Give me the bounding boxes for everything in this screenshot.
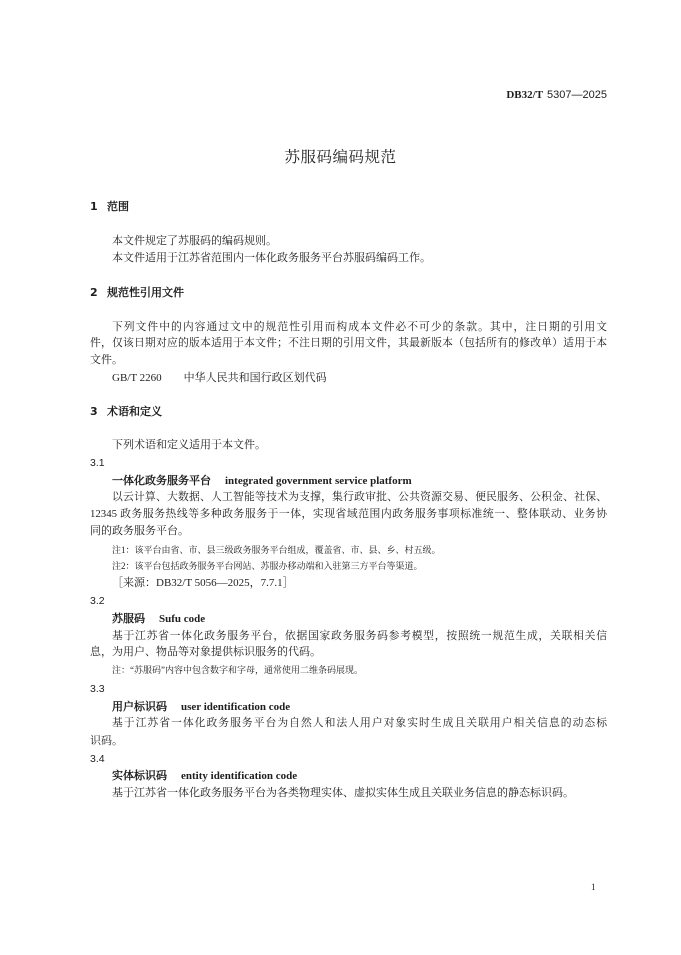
term-chinese: 实体标识码 bbox=[112, 769, 167, 782]
definition-line: 息，为用户、物品等对象提供标识服务的代码。 bbox=[90, 646, 321, 658]
reference-entry bbox=[112, 370, 327, 386]
term-english: integrated government service platform bbox=[225, 475, 412, 487]
clause-number: 3.1 bbox=[90, 457, 105, 469]
definition-line: 基于江苏省一体化政务服务平台为各类物理实体、虚拟实体生成且关联业务信息的静态标识码。 bbox=[112, 787, 574, 799]
term-note: 注1：该平台由省、市、县三级政务服务平台组成，覆盖省、市、县、乡、村五级。 bbox=[112, 545, 441, 555]
section-title: 术语和定义 bbox=[107, 405, 162, 418]
section-number: 3 bbox=[90, 405, 98, 418]
reference-name: 中华人民共和国行政区划代码 bbox=[183, 372, 327, 384]
clause-number: 3.3 bbox=[90, 683, 105, 695]
definition-line: 12345 政务服务热线等多种政务服务于一体，实现省域范围内政务服务事项标准统一、整体联动、业务协 bbox=[90, 508, 607, 520]
terms-intro: 下列术语和定义适用于本文件。 bbox=[112, 439, 266, 451]
section-number: 2 bbox=[90, 286, 98, 299]
document-title: 苏服码编码规范 bbox=[284, 148, 397, 166]
term-english: user identification code bbox=[181, 701, 291, 713]
scope-line: 本文件适用于江苏省范围内一体化政务服务平台苏服码编码工作。 bbox=[112, 252, 431, 264]
standard-code-header bbox=[506, 87, 607, 103]
section-heading-normative-references bbox=[90, 285, 184, 301]
standard-prefix: DB32/T bbox=[506, 89, 544, 101]
term-chinese: 苏服码 bbox=[112, 612, 145, 625]
clause-number: 3.4 bbox=[90, 753, 105, 765]
references-paragraph-line: 件，仅该日期对应的版本适用于本文件；不注日期的引用文件，其最新版本（包括所有的修改单）适用于本 bbox=[90, 337, 607, 349]
definition-line: 基于江苏省一体化政务服务平台为自然人和法人用户对象实时生成且关联用户相关信息的动态标 bbox=[112, 717, 607, 729]
definition-line: 以云计算、大数据、人工智能等技术为支撑，集行政审批、公共资源交易、便民服务、公积金、社保、 bbox=[112, 491, 607, 503]
references-paragraph-line: 文件。 bbox=[90, 354, 123, 366]
section-heading-terms bbox=[90, 404, 162, 420]
reference-code: GB/T 2260 bbox=[112, 372, 162, 384]
section-title: 范围 bbox=[107, 200, 129, 213]
term-english: entity identification code bbox=[181, 770, 298, 782]
term-line bbox=[112, 768, 297, 784]
term-line bbox=[112, 473, 412, 489]
term-note: 注：“苏服码”内容中包含数字和字母，通常使用二维条码展现。 bbox=[112, 665, 363, 675]
page-number: 1 bbox=[591, 882, 596, 892]
scope-line: 本文件规定了苏服码的编码规则。 bbox=[112, 235, 277, 247]
term-english: Sufu code bbox=[159, 613, 206, 625]
term-chinese: 一体化政务服务平台 bbox=[112, 474, 211, 487]
section-heading-scope bbox=[90, 199, 129, 215]
definition-line: 识码。 bbox=[90, 735, 123, 747]
standard-number: 5307—2025 bbox=[547, 89, 607, 101]
term-note: 注2：该平台包括政务服务平台网站、苏服办移动端和入驻第三方平台等渠道。 bbox=[112, 561, 423, 571]
definition-line: 同的政务服务平台。 bbox=[90, 525, 189, 537]
section-number: 1 bbox=[90, 200, 98, 213]
section-title: 规范性引用文件 bbox=[107, 286, 184, 299]
clause-number: 3.2 bbox=[90, 595, 105, 607]
term-line bbox=[112, 699, 290, 715]
term-line bbox=[112, 611, 205, 627]
references-paragraph-line: 下列文件中的内容通过文中的规范性引用而构成本文件必不可少的条款。其中，注日期的引用文 bbox=[112, 321, 607, 333]
term-source: ［来源：DB32/T 5056—2025，7.7.1］ bbox=[112, 577, 294, 589]
definition-line: 基于江苏省一体化政务服务平台，依据国家政务服务码参考模型，按照统一规范生成，关联相关信 bbox=[112, 630, 607, 642]
term-chinese: 用户标识码 bbox=[112, 700, 167, 713]
